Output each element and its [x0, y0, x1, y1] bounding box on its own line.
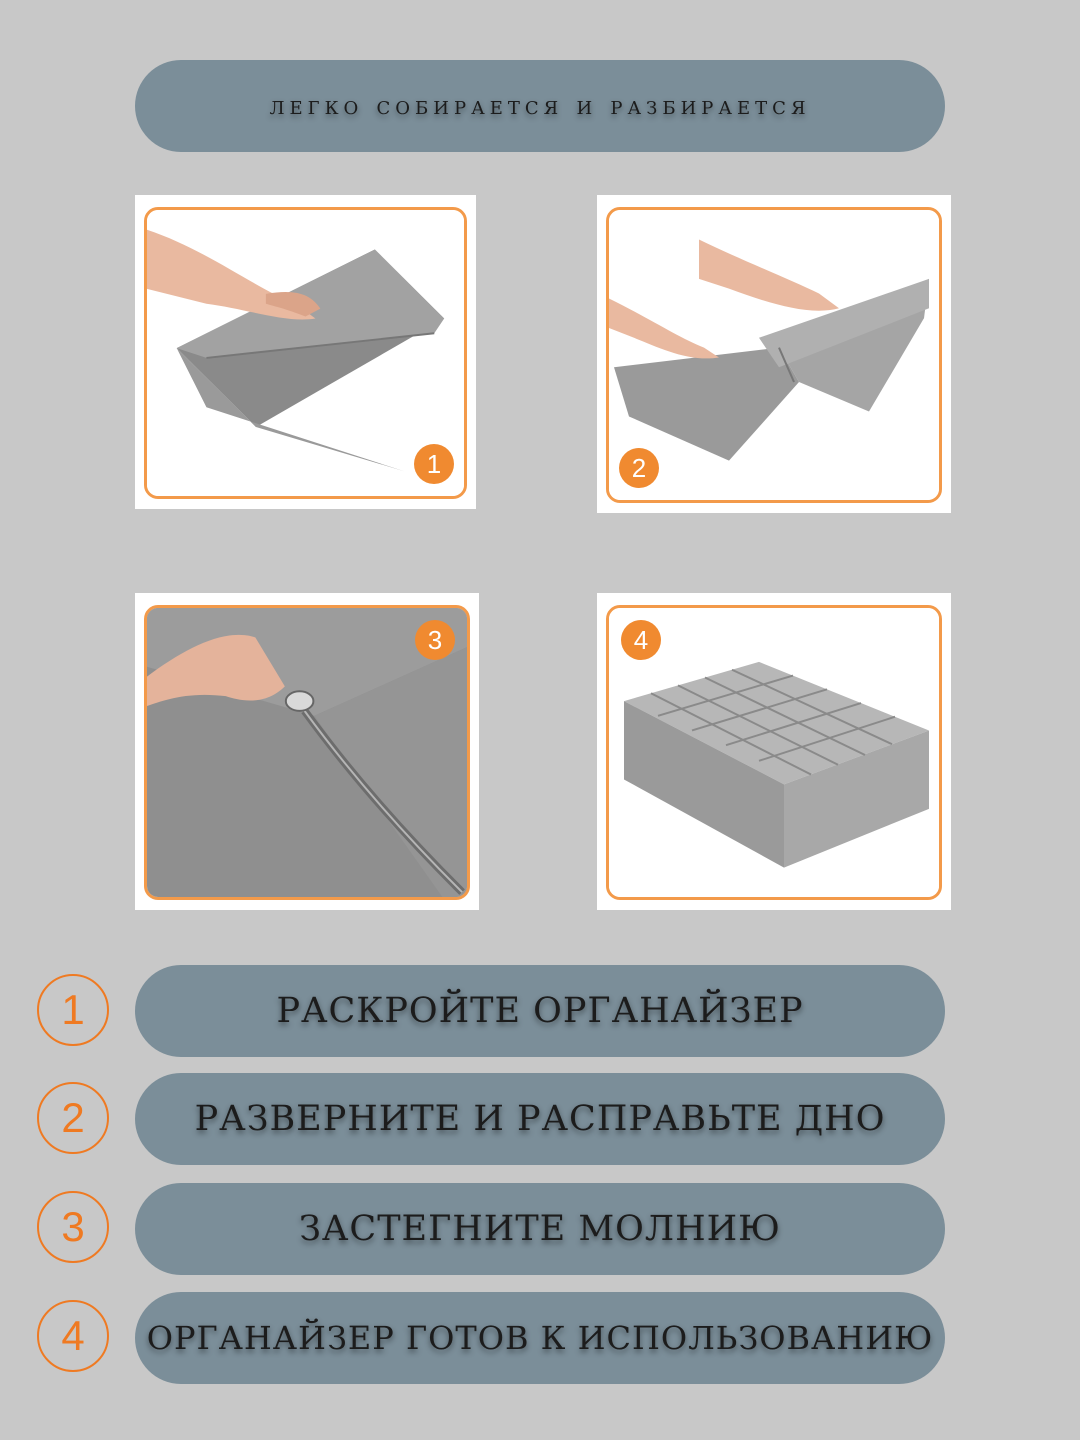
- step-1-photo: [135, 195, 476, 509]
- step-badge: 3: [415, 620, 455, 660]
- step-badge: 2: [619, 448, 659, 488]
- step-number-2: 2: [37, 1082, 109, 1154]
- step-4-photo: [597, 593, 951, 910]
- step-number-1: 1: [37, 974, 109, 1046]
- step-1-label: РАСКРОЙТЕ ОРГАНАЙЗЕР: [135, 965, 945, 1057]
- header-title: легко собирается и разбирается: [135, 60, 945, 152]
- step-3-label: ЗАСТЕГНИТЕ МОЛНИЮ: [135, 1183, 945, 1275]
- step-4-label: ОРГАНАЙЗЕР ГОТОВ К ИСПОЛЬЗОВАНИЮ: [135, 1292, 945, 1384]
- step-badge: 1: [414, 444, 454, 484]
- step-number-3: 3: [37, 1191, 109, 1263]
- step-badge: 4: [621, 620, 661, 660]
- step-2-photo: [597, 195, 951, 513]
- assembled-organizer-image: [609, 608, 939, 897]
- unfolding-organizer-image: [609, 210, 939, 500]
- step-number-4: 4: [37, 1300, 109, 1372]
- step-2-label: РАЗВЕРНИТЕ И РАСПРАВЬТЕ ДНО: [135, 1073, 945, 1165]
- step-3-photo: [135, 593, 479, 910]
